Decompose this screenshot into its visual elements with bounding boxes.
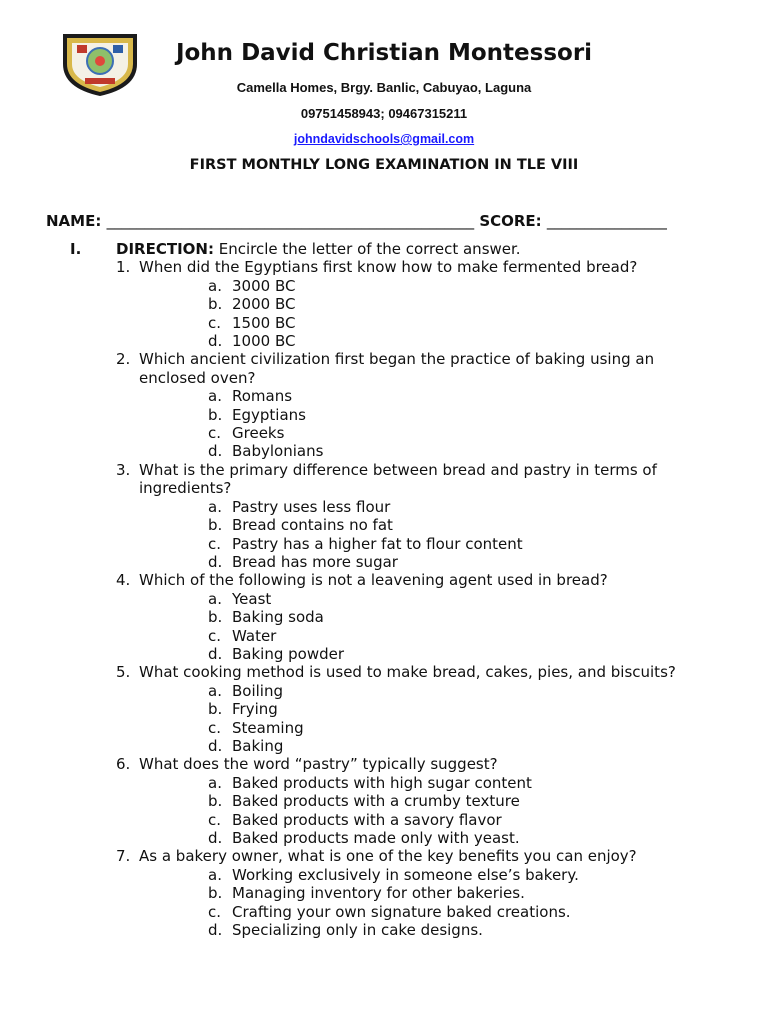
choice-letter: c. [208, 534, 222, 553]
question-number: 7. [116, 847, 131, 866]
choice-letter: d. [208, 829, 223, 847]
choice-text: Baked products with a savory flavor [232, 810, 502, 829]
answer-choice[interactable] [208, 498, 750, 516]
choice-text: Bread has more sugar [232, 552, 398, 571]
choice-text: Baked products with high sugar content [232, 773, 532, 792]
answer-choice[interactable] [208, 332, 750, 350]
choice-text: 1000 BC [232, 332, 296, 351]
question-number: 5. [116, 663, 131, 682]
choice-text: Baked products made only with yeast. [232, 829, 520, 847]
choice-letter: b. [208, 608, 223, 627]
name-score-line [46, 212, 667, 230]
question-text: When did the Egyptians first know how to make fermented bread? [139, 258, 638, 277]
exam-section [70, 240, 750, 939]
choice-text: Greeks [232, 424, 285, 443]
choice-text: Managing inventory for other bakeries. [232, 884, 525, 903]
choice-list [116, 590, 750, 664]
choice-letter: c. [208, 902, 222, 921]
answer-choice[interactable] [208, 829, 750, 847]
question-list [70, 258, 750, 939]
name-label: NAME: [46, 212, 102, 230]
question-text: Which of the following is not a leavening agent used in bread? [139, 571, 608, 590]
choice-letter: a. [208, 387, 222, 406]
question-number: 2. [116, 350, 131, 369]
score-label: SCORE: [479, 212, 542, 230]
choice-list [116, 866, 750, 940]
question-number: 3. [116, 460, 131, 479]
question-text: What does the word “pastry” typically suggest? [139, 755, 498, 774]
question-row [116, 350, 750, 387]
question-number: 4. [116, 571, 131, 590]
answer-choice[interactable] [208, 424, 750, 442]
exam-title: FIRST MONTHLY LONG EXAMINATION IN TLE VIII [189, 157, 579, 173]
choice-letter: b. [208, 700, 223, 719]
school-address: Camella Homes, Brgy. Banlic, Cabuyao, Laguna [236, 80, 532, 95]
choice-list [116, 498, 750, 572]
choice-text: 1500 BC [232, 313, 296, 332]
question-text: What is the primary difference between bread and pastry in terms of ingredients? [139, 460, 657, 498]
choice-letter: b. [208, 884, 223, 903]
answer-choice[interactable] [208, 645, 750, 663]
choice-text: Pastry has a higher fat to flour content [232, 534, 523, 553]
choice-text: Babylonians [232, 442, 324, 461]
choice-letter: c. [208, 626, 222, 645]
school-email-link[interactable]: johndavidschools@gmail.com [293, 132, 475, 146]
direction [116, 240, 521, 258]
question-text: As a bakery owner, what is one of the key benefits you can enjoy? [139, 847, 637, 866]
answer-choice[interactable] [208, 516, 750, 534]
choice-letter: d. [208, 921, 223, 940]
question-item [116, 258, 750, 350]
answer-choice[interactable] [208, 277, 750, 295]
question-item [116, 350, 750, 460]
question-item [116, 461, 750, 571]
question-item [116, 663, 750, 755]
answer-choice[interactable] [208, 627, 750, 645]
question-row [116, 847, 750, 865]
answer-choice[interactable] [208, 553, 750, 571]
choice-letter: c. [208, 810, 222, 829]
name-blank: _________________________________________________ [106, 212, 475, 230]
choice-text: Baked products with a crumby texture [232, 792, 520, 811]
choice-letter: b. [208, 405, 223, 424]
answer-choice[interactable] [208, 442, 750, 460]
answer-choice[interactable] [208, 903, 750, 921]
answer-choice[interactable] [208, 590, 750, 608]
choice-letter: a. [208, 276, 222, 295]
answer-choice[interactable] [208, 387, 750, 405]
answer-choice[interactable] [208, 774, 750, 792]
question-text: Which ancient civilization first began the practice of baking using an enclosed oven? [139, 350, 655, 387]
section-numeral: I. [70, 240, 82, 258]
question-row [116, 755, 750, 773]
choice-text: Yeast [232, 589, 272, 608]
choice-text: Egyptians [232, 405, 306, 424]
choice-letter: a. [208, 589, 222, 608]
answer-choice[interactable] [208, 608, 750, 626]
choice-text: Working exclusively in someone else’s bakery. [232, 865, 579, 884]
choice-letter: b. [208, 792, 223, 811]
choice-letter: d. [208, 736, 223, 755]
choice-text: Crafting your own signature baked creations. [232, 902, 571, 921]
choice-text: Specializing only in cake designs. [232, 921, 483, 940]
question-item [116, 847, 750, 939]
direction-label: DIRECTION: [116, 240, 214, 258]
school-phone: 09751458943; 09467315211 [300, 106, 468, 121]
section-header [70, 240, 750, 258]
choice-list [116, 387, 750, 461]
answer-choice[interactable] [208, 719, 750, 737]
choice-text: Bread contains no fat [232, 516, 393, 535]
question-row [116, 461, 750, 498]
answer-choice[interactable] [208, 737, 750, 755]
answer-choice[interactable] [208, 406, 750, 424]
choice-text: Baking soda [232, 608, 324, 627]
choice-letter: b. [208, 295, 223, 314]
score-blank: ________________ [546, 212, 667, 230]
choice-text: Boiling [232, 681, 283, 700]
choice-letter: a. [208, 865, 222, 884]
answer-choice[interactable] [208, 921, 750, 939]
choice-letter: c. [208, 424, 222, 443]
choice-letter: d. [208, 332, 223, 351]
direction-text: Encircle the letter of the correct answer. [213, 240, 521, 258]
answer-choice[interactable] [208, 866, 750, 884]
question-row [116, 663, 750, 681]
choice-list [116, 682, 750, 756]
choice-letter: d. [208, 442, 223, 461]
choice-letter: c. [208, 718, 222, 737]
answer-choice[interactable] [208, 535, 750, 553]
answer-choice[interactable] [208, 682, 750, 700]
answer-choice[interactable] [208, 700, 750, 718]
choice-text: 2000 BC [232, 295, 296, 314]
choice-text: 3000 BC [232, 276, 296, 295]
answer-choice[interactable] [208, 811, 750, 829]
choice-letter: d. [208, 644, 223, 663]
question-number: 6. [116, 755, 131, 774]
school-name: John David Christian Montessori [175, 40, 593, 66]
choice-list [116, 277, 750, 351]
question-number: 1. [116, 258, 131, 277]
choice-text: Steaming [232, 718, 304, 737]
choice-text: Romans [232, 387, 293, 406]
question-row [116, 258, 750, 276]
answer-choice[interactable] [208, 295, 750, 313]
choice-text: Frying [232, 700, 278, 719]
choice-text: Baking [232, 736, 284, 755]
choice-letter: a. [208, 497, 222, 516]
question-item [116, 755, 750, 847]
choice-list [116, 774, 750, 848]
question-row [116, 571, 750, 589]
question-item [116, 571, 750, 663]
choice-letter: b. [208, 516, 223, 535]
question-text: What cooking method is used to make bread, cakes, pies, and biscuits? [139, 663, 676, 682]
choice-letter: c. [208, 313, 222, 332]
choice-letter: d. [208, 552, 223, 571]
choice-text: Pastry uses less flour [232, 497, 391, 516]
answer-choice[interactable] [208, 792, 750, 810]
choice-letter: a. [208, 681, 222, 700]
choice-text: Baking powder [232, 644, 345, 663]
choice-text: Water [232, 626, 277, 645]
answer-choice[interactable] [208, 884, 750, 902]
choice-letter: a. [208, 773, 222, 792]
answer-choice[interactable] [208, 314, 750, 332]
